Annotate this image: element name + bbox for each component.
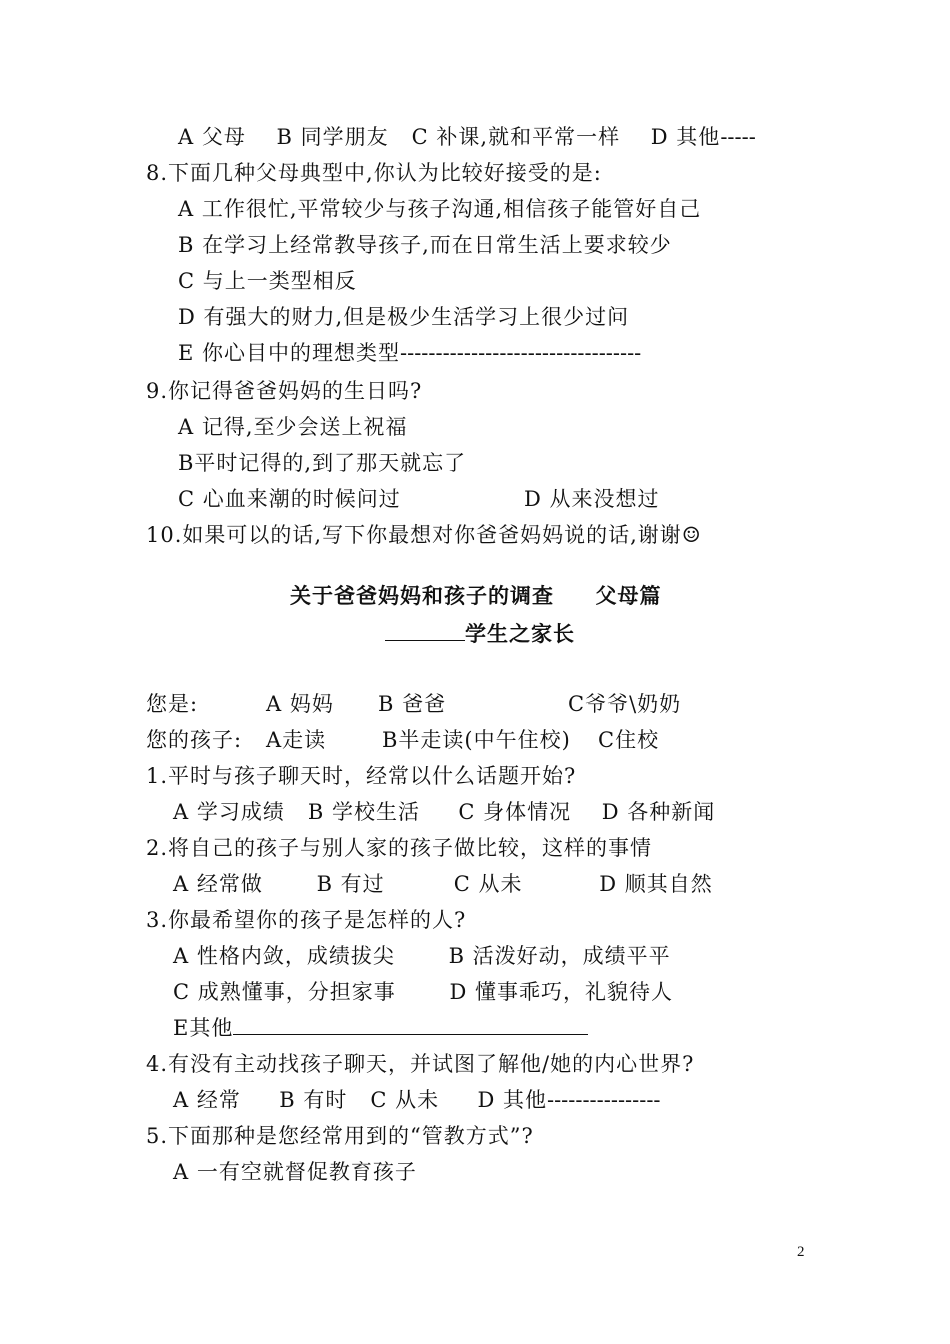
p-q4-question: 4.有没有主动找孩子聊天，并试图了解他/她的内心世界? <box>146 1052 695 1076</box>
section-subtitle: 学生之家长 <box>465 621 575 646</box>
q7-options: A 父母 B 同学朋友 C 补课,就和平常一样 D 其他 <box>178 125 721 149</box>
q9-option-b: B平时记得的,到了那天就忘了 <box>178 451 467 475</box>
q8-option-e-line <box>178 339 641 367</box>
your-child-option-a: A走读 <box>266 728 327 752</box>
q9-option-a: A 记得,至少会送上祝福 <box>178 415 408 439</box>
q9-option-d: D 从来没想过 <box>524 487 660 511</box>
p-q4-options: A 经常 B 有时 C 从未 D 其他 <box>173 1088 547 1112</box>
page-number: 2 <box>797 1244 805 1260</box>
p-q3-options-ab: A 性格内敛，成绩拔尖 B 活泼好动，成绩平平 <box>173 944 671 968</box>
q9-option-c: C 心血来潮的时候问过 <box>178 487 401 511</box>
p-q5-question: 5.下面那种是您经常用到的“管教方式”? <box>146 1124 534 1148</box>
p-q3-blank <box>233 1014 588 1035</box>
q8-option-d: D 有强大的财力,但是极少生活学习上很少过问 <box>178 305 630 329</box>
you-are-option-b: B 爸爸 <box>378 692 447 716</box>
q8-option-c: C 与上一类型相反 <box>178 269 357 293</box>
q8-question: 8.下面几种父母典型中,你认为比较好接受的是: <box>146 161 602 185</box>
section-subtitle-line <box>385 620 575 648</box>
your-child-option-c: C住校 <box>598 728 660 752</box>
p-q2-question: 2.将自己的孩子与别人家的孩子做比较，这样的事情 <box>146 836 653 860</box>
your-child-label: 您的孩子: <box>146 728 243 752</box>
p-q3-options-cd: C 成熟懂事，分担家事 D 懂事乖巧，礼貌待人 <box>173 980 673 1004</box>
q8-option-e: E 你心目中的理想类型 <box>178 341 401 365</box>
p-q3-option-e: E其他 <box>173 1016 234 1040</box>
q7-options-line <box>178 123 756 151</box>
section-title: 关于爸爸妈妈和孩子的调查 父母篇 <box>290 583 662 608</box>
q7-dashes: ----- <box>720 125 756 149</box>
you-are-option-a: A 妈妈 <box>266 692 334 716</box>
p-q3-question: 3.你最希望你的孩子是怎样的人? <box>146 908 467 932</box>
you-are-label: 您是: <box>146 692 199 716</box>
p-q3-option-e-line <box>173 1014 588 1042</box>
p-q4-dashes: ---------------- <box>546 1088 661 1112</box>
p-q5-option-a: A 一有空就督促教育孩子 <box>173 1160 417 1184</box>
you-are-option-c: C爷爷\奶奶 <box>568 692 682 716</box>
subtitle-blank <box>385 620 465 641</box>
your-child-option-b: B半走读(中午住校) <box>382 728 571 752</box>
q9-question: 9.你记得爸爸妈妈的生日吗? <box>146 379 423 403</box>
q8-option-e-dashes: ---------------------------------- <box>400 341 642 365</box>
q10-question: 10.如果可以的话,写下你最想对你爸爸妈妈说的话,谢谢☺ <box>146 523 702 547</box>
q8-option-a: A 工作很忙,平常较少与孩子沟通,相信孩子能管好自己 <box>178 197 702 221</box>
p-q1-options: A 学习成绩 B 学校生活 C 身体情况 D 各种新闻 <box>173 800 716 824</box>
p-q2-options: A 经常做 B 有过 C 从未 D 顺其自然 <box>173 872 713 896</box>
p-q4-options-line <box>173 1086 661 1114</box>
p-q1-question: 1.平时与孩子聊天时，经常以什么话题开始? <box>146 764 577 788</box>
q8-option-b: B 在学习上经常教导孩子,而在日常生活上要求较少 <box>178 233 672 257</box>
